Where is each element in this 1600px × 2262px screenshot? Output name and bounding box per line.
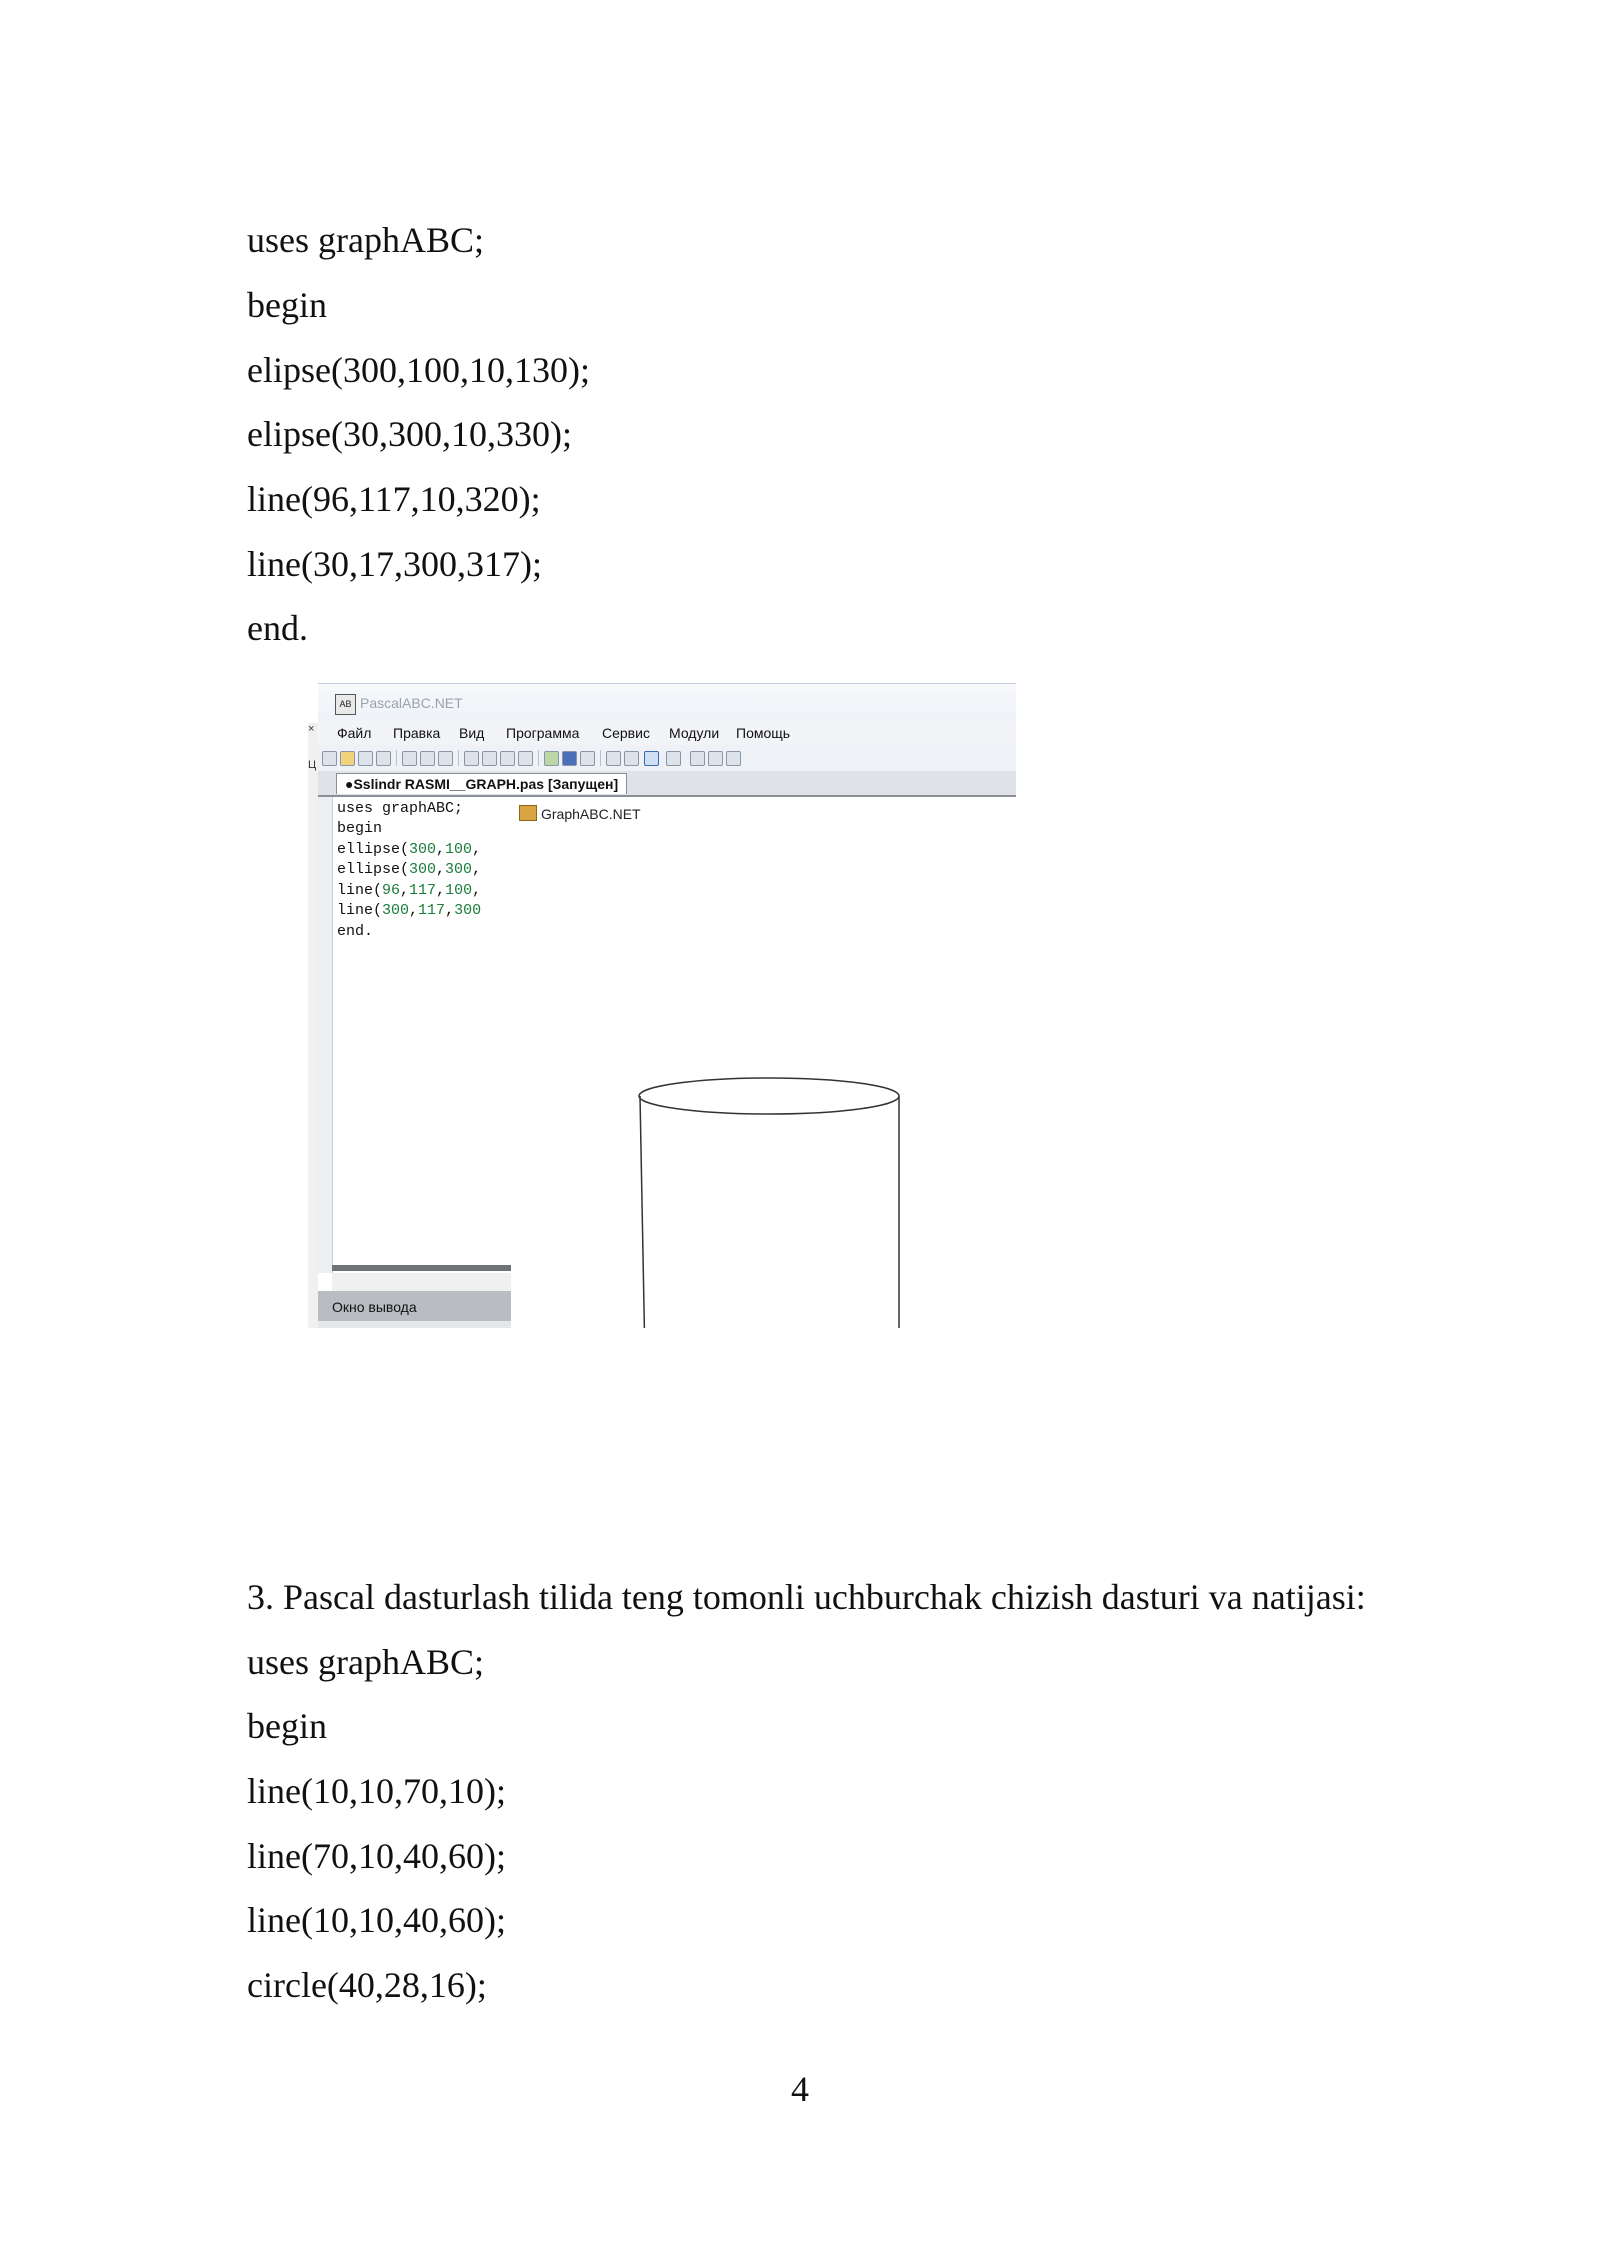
editor-line [337,901,510,922]
window-titlebar [318,683,1016,722]
module-icon[interactable] [708,751,723,766]
debug-icon[interactable] [666,751,681,766]
code-token: line( [337,882,383,899]
code-token: , [436,882,446,899]
copy-icon[interactable] [420,751,435,766]
code-token: , [436,841,446,858]
code-number-literal: 300 [409,861,437,878]
code-token: , [436,861,446,878]
window-title: PascalABC.NET [360,695,463,711]
undo-icon[interactable] [464,751,479,766]
code-token: end. [337,923,374,940]
code-line: uses graphABC; [247,1642,484,1682]
app-logo-icon: AB [335,694,356,715]
output-panel-label: Окно вывода [332,1299,417,1315]
code-line: uses graphABC; [247,220,484,260]
cylinder-drawing [511,797,1016,1328]
step-into-icon[interactable] [606,751,621,766]
output-panel-header [318,1291,511,1321]
menu-edit[interactable]: Правка [393,725,441,741]
menu-view[interactable]: Вид [459,725,485,741]
replace-icon[interactable] [518,751,533,766]
tab-current-file[interactable]: ●Sslindr RASMI__GRAPH.pas [Запущен] [336,773,627,794]
menu-program[interactable]: Программа [506,725,580,741]
code-line: line(30,17,300,317); [247,544,542,584]
side-strip [308,723,318,1328]
cylinder-left-edge [640,1096,645,1328]
editor-scrollbar[interactable] [332,1265,511,1271]
code-line: line(70,10,40,60); [247,1836,506,1876]
stop-icon[interactable] [562,751,577,766]
code-token: , [472,861,482,878]
editor-line [337,819,510,840]
code-line: line(96,117,10,320); [247,479,541,519]
editor-line [337,840,510,861]
editor-tabstrip [318,771,1016,797]
output-panel [318,1321,511,1328]
menu-bar [318,721,1016,745]
side-close-mark: × [308,723,315,735]
code-token: , [400,882,410,899]
code-number-literal: 300 [382,902,410,919]
code-number-literal: 100 [445,841,473,858]
output-window-icon[interactable] [644,751,659,766]
compile-icon[interactable] [580,751,595,766]
step-over-icon[interactable] [624,751,639,766]
editor-gutter [318,797,333,1273]
editor-scroll-track [332,1273,511,1291]
code-number-literal: 117 [409,882,437,899]
open-folder-icon[interactable] [340,751,355,766]
run-icon[interactable] [544,751,559,766]
menu-file[interactable]: Файл [337,725,372,741]
graph-window [511,797,1016,1328]
code-token: , [409,902,419,919]
code-line: elipse(30,300,10,330); [247,414,572,454]
format-icon[interactable] [690,751,705,766]
code-number-literal: 100 [445,882,473,899]
new-file-icon[interactable] [322,751,337,766]
cylinder-top-ellipse [639,1078,899,1114]
editor-line [337,881,510,902]
editor-line [337,799,510,820]
code-token: , [472,882,482,899]
code-token: line( [337,902,383,919]
code-line: begin [247,1706,327,1746]
code-number-literal: 117 [418,902,446,919]
code-token: begin [337,820,383,837]
code-token: ellipse( [337,861,410,878]
code-line: begin [247,285,327,325]
redo-icon[interactable] [482,751,497,766]
toolbar [318,745,1016,772]
menu-service[interactable]: Сервис [602,725,650,741]
menu-modules[interactable]: Модули [669,725,720,741]
code-number-literal: 300 [445,861,473,878]
code-line: end. [247,608,308,648]
editor-line [337,922,510,943]
cut-icon[interactable] [402,751,417,766]
graph-window-title: GraphABC.NET [541,806,641,822]
code-token: , [472,841,482,858]
page-number: 4 [791,2069,809,2109]
code-number-literal: 300 [409,841,437,858]
code-token: uses graphABC; [337,800,464,817]
code-number-literal: 300 [454,902,482,919]
code-token: ellipse( [337,841,410,858]
save-icon[interactable] [358,751,373,766]
code-editor[interactable] [318,797,512,1291]
find-icon[interactable] [500,751,515,766]
code-line: line(10,10,70,10); [247,1771,506,1811]
code-line: circle(40,28,16); [247,1965,487,2005]
settings-icon[interactable] [726,751,741,766]
code-line: elipse(300,100,10,130); [247,350,590,390]
paste-icon[interactable] [438,751,453,766]
code-token: , [445,902,455,919]
ide-screenshot [308,683,1016,1328]
section-heading: 3. Pascal dasturlash tilida teng tomonli uchburchak chizish dasturi va natijasi: [247,1577,1366,1617]
code-line: line(10,10,40,60); [247,1900,506,1940]
save-all-icon[interactable] [376,751,391,766]
editor-line [337,860,510,881]
code-number-literal: 96 [382,882,401,899]
menu-help[interactable]: Помощь [736,725,791,741]
side-letter-mark: Ц [308,759,317,771]
